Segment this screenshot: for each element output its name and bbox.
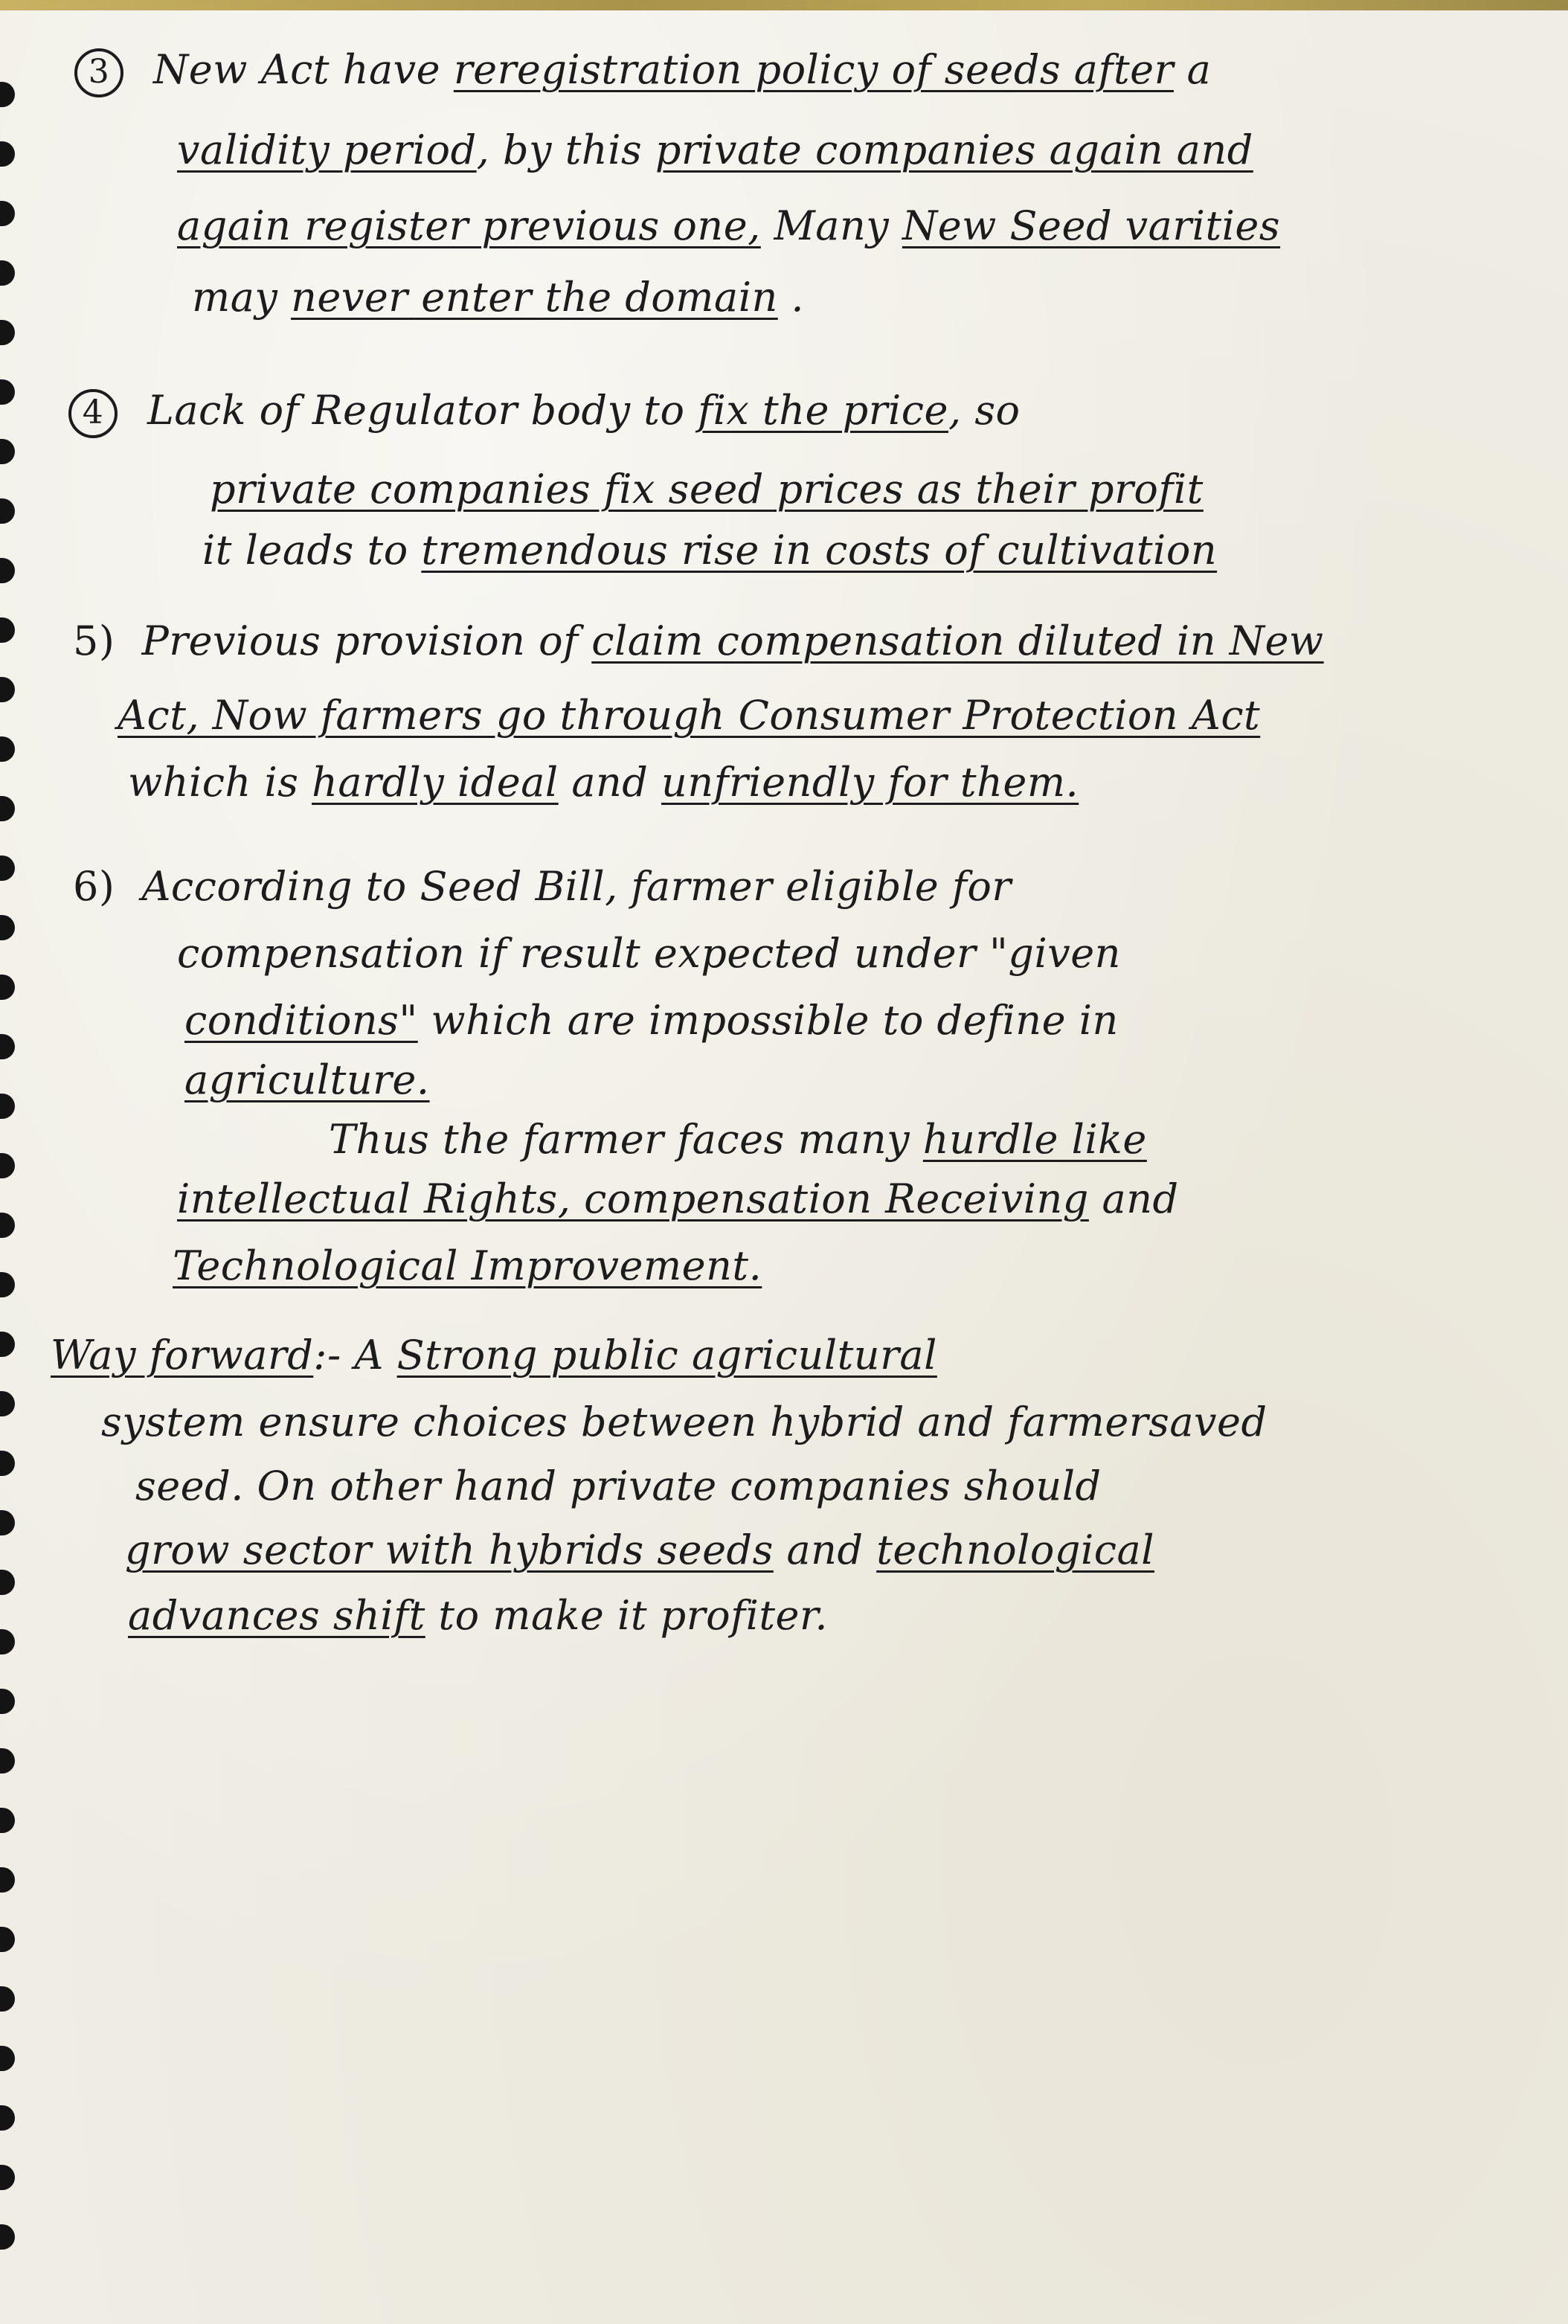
note-line: intellectual Rights, compensation Receiving and [177,1175,1179,1222]
note-line: Way forward:- A Strong public agricultural [51,1332,937,1378]
note-line: Thus the farmer faces many hurdle like [329,1116,1147,1163]
note-line: agriculture. [184,1056,430,1103]
point-marker: 3 [74,48,123,97]
note-line: 5) Previous provision of claim compensation diluted in New [73,617,1324,664]
note-line: again register previous one, Many New Seed varities [177,202,1281,249]
way-forward-heading: Way forward [51,1332,314,1378]
note-line: it leads to tremendous rise in costs of cultivation [202,527,1218,574]
note-line: conditions" which are impossible to define in [184,997,1119,1044]
note-line: 6) According to Seed Bill, farmer eligible for [73,863,1012,910]
note-line: 4 Lack of Regulator body to fix the price, so [68,387,1021,438]
note-line: 3 New Act have reregistration policy of seeds after a [74,46,1211,97]
note-line: seed. On other hand private companies should [135,1463,1102,1509]
note-line: grow sector with hybrids seeds and technological [125,1527,1154,1573]
point-marker: 5) [73,617,115,664]
note-line: private companies fix seed prices as their profit [210,466,1204,513]
note-line: advances shift to make it profiter. [128,1592,829,1639]
note-line: which is hardly ideal and unfriendly for them. [128,759,1079,806]
note-line: compensation if result expected under "given [177,930,1121,977]
note-line: Technological Improvement. [173,1242,762,1289]
point-marker: 6) [73,863,115,910]
note-line: may never enter the domain . [192,274,805,321]
point-marker: 4 [68,389,118,438]
note-line: validity period, by this private companies again and [177,126,1253,173]
note-line: Act, Now farmers go through Consumer Protection Act [118,692,1261,739]
note-line: system ensure choices between hybrid and farmersaved [101,1399,1267,1445]
